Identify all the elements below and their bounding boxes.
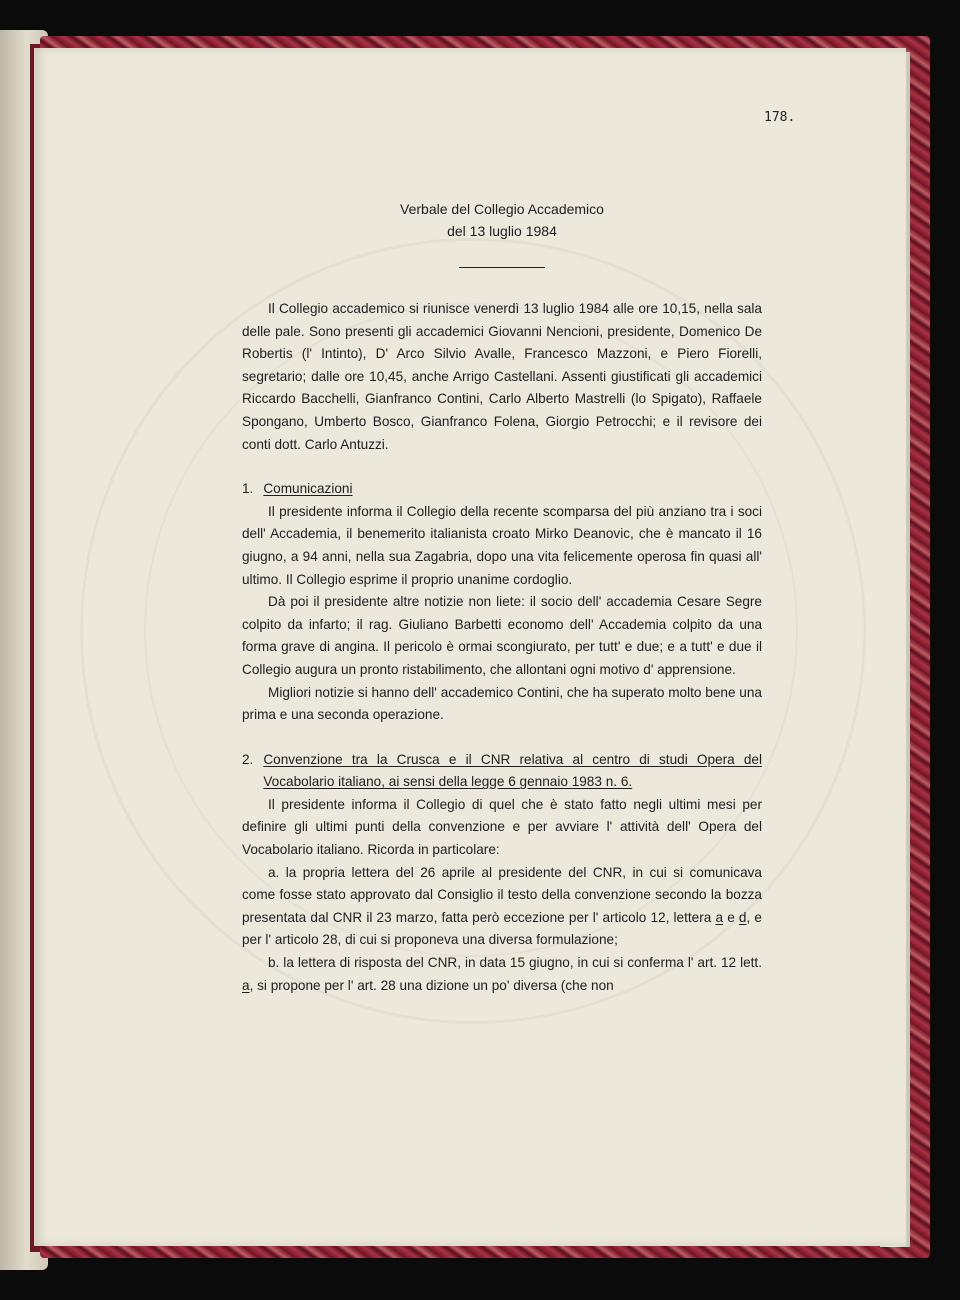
section-2-heading [242, 749, 762, 794]
intro-paragraph: Il Collegio accademico si riunisce venerdì 13 luglio 1984 alle ore 10,15, nella sala delle pale. Sono presenti gli accademici Giovanni Nencioni, presidente, Domenico De Robertis (l' Intinto), D' Arco Silvio Avalle, Francesco Mazzoni, e Piero Fiorelli, segretario; dalle ore 10,45, anche Arrigo Castellani. Assenti giustificati gli accademici Riccardo Bacchelli, Gianfranco Contini, Carlo Alberto Mastrelli (lo Spigato), Raffaele Spongano, Umberto Bosco, Gianfranco Folena, Giorgio Petrocchi; e il revisore dei conti dott. Carlo Antuzzi. [242, 301, 762, 452]
section-1-paragraph: Dà poi il presidente altre notizie non liete: il socio dell' accademia Cesare Segre colpito da infarto; il rag. Giuliano Barbetti economo dell' Accademia colpito da una forma grave di angina. Il pericolo è ormai scongiurato, per tutt' e due; e a tutt' e due il Collegio augura un pronto ristabilimento, che allontani ogni motivo d' apprensione. [242, 594, 762, 677]
section-1-number: 1. [242, 481, 254, 497]
document-page [34, 48, 906, 1246]
section-2-intro: Il presidente informa il Collegio di quel che è stato fatto negli ultimi mesi per definire gli ultimi punti della convenzione e per avviare l' attività dell' Opera del Vocabolario italiano. Ricorda in particolare: [242, 796, 762, 858]
section-1-title: Comunicazioni [263, 481, 353, 497]
document-title [242, 198, 762, 242]
section-1-paragraph: Migliori notizie si hanno dell' accademico Contini, che ha superato molto bene una prima e una seconda operazione. [242, 684, 762, 723]
title-line-1: Verbale del Collegio Accademico [400, 201, 604, 217]
section-2-title: Convenzione tra la Crusca e il CNR relativa al centro di studi Opera del Vocabolario italiano, ai sensi della legge 6 gennaio 1983 n. 6. [263, 751, 762, 790]
section-2-item-a: a. la propria lettera del 26 aprile al presidente del CNR, in cui si comunicava come fosse stato approvato dal Consiglio il testo della convenzione secondo la bozza presentata dal CNR il 23 marzo, fatta però eccezione per l' articolo 12, lettera a e d, e per l' articolo 28, di cui si proponeva una diversa formulazione; [242, 864, 762, 948]
section-1-heading [242, 478, 762, 501]
section-1-paragraph: Il presidente informa il Collegio della recente scomparsa del più anziano tra i soci dell' Accademia, il benemerito italianista croato Mirko Deanovic, che è mancato il 16 giugno, a 94 anni, nella sua Zagabria, dopo una vita felicemente operosa fin quasi all' ultimo. Il Collegio esprime il proprio unanime cordoglio. [242, 503, 762, 587]
title-rule [459, 267, 545, 268]
title-line-2: del 13 luglio 1984 [447, 223, 557, 239]
section-2-number: 2. [242, 751, 254, 767]
section-2-item-b: b. la lettera di risposta del CNR, in data 15 giugno, in cui si conferma l' art. 12 lett. a, si propone per l' art. 28 una dizione un po' diversa (che non [242, 955, 762, 993]
document-body [242, 198, 762, 997]
page-number: 178. [764, 110, 796, 125]
